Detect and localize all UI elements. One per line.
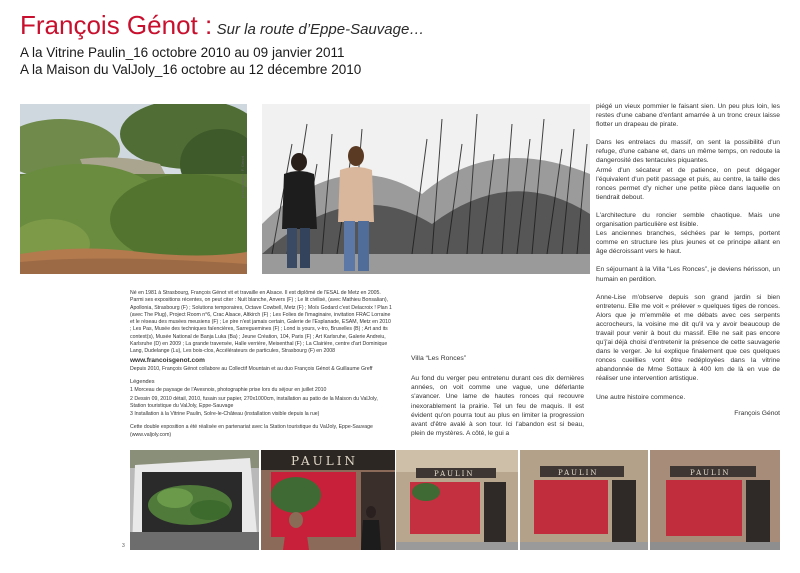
right-paragraph-7: Anne-Lise m'observe depuis son grand jardin si bien entretenu. Elle me voit « prélever » quelques tiges de ronces. Alors que je m'emmêle et me débats avec ces serpents accrocheurs, la voisine me dit qu'il va y avoir beaucoup de travail pour venir à bout du massif. Elle ne sait pas encore qu'j'ai déjà choisi d'entretenir la présence de cette sauvagerie dans le verger. Je lui explique finalement que ces quelques ronces cueillies vont être redéployées dans la vitrine abandonnée de Mme Sottaux à 400 km de là en vue de réaliser une intervention artistique. (596, 293, 780, 383)
legend-item-1: 1 Morceau de paysage de l'Avesnois, photographie prise lors du séjour en juillet 2010 (130, 387, 327, 394)
photo-drawing-installation (262, 104, 590, 274)
photo-storefront-day-1 (396, 450, 518, 550)
bio-collaboration: Depuis 2010, François Génot collabore au Collectif Mountain et au duo François Génot & Guillaume Greff (130, 365, 373, 372)
photo-storefront-work (261, 450, 395, 550)
title (20, 12, 580, 38)
legend-item-2: 2 Dessin 09, 2010 détail, 2010, fusain sur papier, 270x1000cm, installation au patio de la Maison du ValJoly, Station touristique du ValJoly, Eppe-Sauvage (130, 395, 378, 409)
legend-item-3: 3 Installation à la Vitrine Paulin, Solre-le-Château (installation visible depuis la rue) (130, 411, 320, 418)
photo-storefront-day-2 (520, 450, 648, 550)
right-paragraph-5: Les anciennes branches, séchées par le temps, portent comme en structure les plus jeunes et ce principe allant en âge décroissant vers le haut. (596, 230, 780, 256)
right-paragraph-8: Une autre histoire commence. (596, 393, 686, 401)
right-paragraph-3: Armé d'un sécateur et de patience, on peut dégager l'équivalent d'un petit passage et puis, au centre, la taille des ronces permet d'y nicher une petite pièce dans laquelle on tiendrait debout. (596, 166, 780, 201)
right-paragraph-4: L'architecture du roncier semble chaotique. Mais une organisation particulière est lisible. (596, 211, 780, 229)
villa-paragraph: Au fond du verger peu entretenu durant ces dix dernières années, on voit comme une vague, une déferlante s'avancer. Une lame de hautes ronces qui recouvre inexorablement la prairie. Tel un feu de maquis. Il est évident qu'on pourra tout au plus en limiter la progression avant d'être avalé à son tour. Ici l'abandon est si beau, plein de mystères. A côté, le gui a (411, 375, 584, 438)
website-link[interactable]: www.francoisgenot.com (130, 356, 205, 364)
project-title: Sur la route d’Eppe-Sauvage… (216, 21, 425, 38)
storefront-sign-text: PAULIN (291, 454, 358, 468)
villa-heading: Villa “Les Ronces” (411, 355, 467, 362)
right-paragraph-6: En séjournant à la Villa “Les Ronces”, je deviens hérisson, un humain en perdition. (596, 266, 780, 283)
page-number: 3 (122, 543, 125, 549)
venue-line-1: A la Vitrine Paulin_16 octobre 2010 au 09 janvier 2011 (20, 45, 345, 60)
storefront-sign-text: PAULIN (690, 469, 731, 477)
photo-credit: photographie : F. Génot (240, 156, 245, 198)
text-column-right (596, 102, 780, 418)
header (20, 12, 580, 78)
right-paragraph-2: Dans les entrelacs du massif, on sent la possibilité d'un refuge, d'une cabane et, dans un même temps, on redoute la dangerosité des tentacules piquantes. (596, 139, 780, 165)
photo-roadside-landscape (20, 104, 247, 274)
venue-line-2: A la Maison du ValJoly_16 octobre au 12 décembre 2010 (20, 62, 362, 77)
villa-column (411, 354, 584, 438)
bio-column (130, 290, 393, 440)
artist-name: François Génot : (20, 10, 213, 40)
legend-title: Légendes (130, 378, 155, 385)
partner-note: Cette double exposition a été réalisée en partenariat avec la Station touristique du ValJoly, Eppe-Sauvage (www.valjoly.com) (130, 424, 373, 438)
photo-van-with-brambles (130, 450, 259, 550)
storefront-sign-text: PAULIN (434, 470, 475, 478)
signature: François Génot (734, 409, 780, 417)
right-paragraph-1: piégé un vieux pommier le faisant sien. Un peu plus loin, les restes d'une cabane d'enfant amarrée à un tronc creux laisse flotter un drapeau de pirate. (596, 103, 780, 129)
storefront-sign-text: PAULIN (558, 469, 599, 477)
bio-text: Né en 1981 à Strasbourg, François Génot vit et travaille en Alsace. Il est diplômé de l'ESAL de Metz en 2005. Parmi ses expositions récentes, on peut citer : Nuit blanche, Anvers (F) ; Le lit civilisé, (avec Mathieu Bonsalian), Apollonia, Strasbourg (F) ; Solutions temporaires, Octave Cowbell, Metz (F) ; Moïs Godard c'est Delacroix ! Plan 1 (avec The Plug), Project Room n°6, Crac Alsace, Altkirch (F) ; Les Folies de l'imaginaire, invitation FRAC Lorraine et le réseau des musées meusiens (F) ; Le pire n'est jamais certain, Galerie de l'Esplanade, ESAM, Metz en 2010 ; Les Pas, Musée des techniques faïencières, Sarreguemines (F) ; Lond is yours, v-tro, Bruxelles (B) ; Art and its context(s), Musée National de Banja Luka (Ba) ; Jeune Création, 104, Paris (F) ; Art Karlsruhe, Galerie Andreiu, Karlsruhe (D) en 2009 ; La grande traversée, Halle verrière, Meisenthal (F) ; La Clairière, centre d'art Dominique Lang, Dudelange (Lu), Les bois-clos, Accélérateurs de particules, Strasbourg (F) en 2008 (130, 290, 392, 355)
photo-storefront-day-3 (650, 450, 780, 550)
